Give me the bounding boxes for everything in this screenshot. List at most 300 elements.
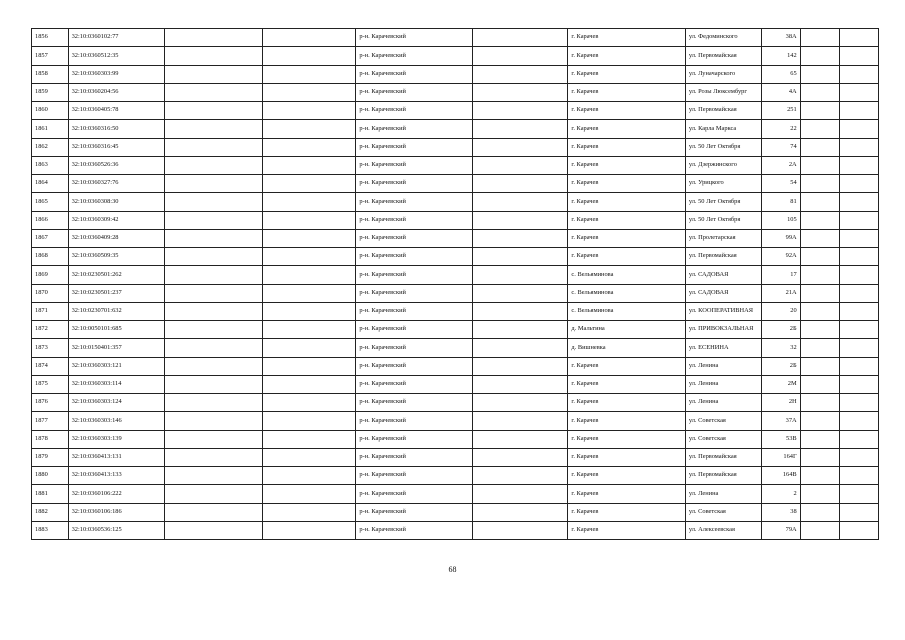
house-number-cell: 38 (761, 503, 800, 521)
district-cell: р-н. Карачевский (356, 138, 472, 156)
house-number-cell: 99А (761, 229, 800, 247)
empty-cell (800, 448, 839, 466)
empty-cell (164, 321, 262, 339)
locality-cell: г. Карачев (568, 357, 685, 375)
house-number-cell: 105 (761, 211, 800, 229)
street-cell: ул. ЕСЕНИНА (685, 339, 761, 357)
cadastral-number-cell: 32:10:0360409:28 (68, 229, 164, 247)
district-cell: р-н. Карачевский (356, 248, 472, 266)
row-number-cell: 1868 (32, 248, 69, 266)
table-row (32, 521, 879, 539)
empty-cell (800, 102, 839, 120)
locality-cell: г. Карачев (568, 138, 685, 156)
empty-cell (472, 321, 568, 339)
cadastral-number-cell: 32:10:0360102:77 (68, 29, 164, 47)
district-cell: р-н. Карачевский (356, 448, 472, 466)
empty-cell (472, 211, 568, 229)
empty-cell (800, 302, 839, 320)
row-number-cell: 1879 (32, 448, 69, 466)
table-row (32, 321, 879, 339)
street-cell: ул. Урицкого (685, 175, 761, 193)
cadastral-number-cell: 32:10:0360316:45 (68, 138, 164, 156)
house-number-cell: 21А (761, 284, 800, 302)
empty-cell (839, 448, 878, 466)
empty-cell (472, 138, 568, 156)
house-number-cell: 4А (761, 83, 800, 101)
locality-cell: г. Карачев (568, 29, 685, 47)
house-number-cell: 2 (761, 485, 800, 503)
street-cell: ул. Первомайская (685, 102, 761, 120)
street-cell: ул. Советская (685, 412, 761, 430)
district-cell: р-н. Карачевский (356, 394, 472, 412)
table-row (32, 284, 879, 302)
empty-cell (839, 266, 878, 284)
house-number-cell: 164В (761, 467, 800, 485)
locality-cell: г. Карачев (568, 83, 685, 101)
locality-cell: г. Карачев (568, 102, 685, 120)
table-row (32, 394, 879, 412)
table-row (32, 302, 879, 320)
street-cell: ул. Федоминского (685, 29, 761, 47)
district-cell: р-н. Карачевский (356, 302, 472, 320)
cadastral-number-cell: 32:10:0360303:99 (68, 65, 164, 83)
cadastral-number-cell: 32:10:0360327:76 (68, 175, 164, 193)
empty-cell (800, 229, 839, 247)
cadastral-number-cell: 32:10:0360526:36 (68, 156, 164, 174)
street-cell: ул. Ленина (685, 394, 761, 412)
empty-cell (839, 394, 878, 412)
locality-cell: с. Вельяминова (568, 266, 685, 284)
empty-cell (262, 339, 355, 357)
empty-cell (164, 138, 262, 156)
empty-cell (800, 65, 839, 83)
street-cell: ул. Ленина (685, 485, 761, 503)
street-cell: ул. Луначарского (685, 65, 761, 83)
street-cell: ул. Пролетарская (685, 229, 761, 247)
empty-cell (472, 29, 568, 47)
table-row (32, 357, 879, 375)
empty-cell (800, 521, 839, 539)
empty-cell (839, 521, 878, 539)
table-row (32, 485, 879, 503)
district-cell: р-н. Карачевский (356, 430, 472, 448)
row-number-cell: 1883 (32, 521, 69, 539)
empty-cell (164, 284, 262, 302)
empty-cell (164, 357, 262, 375)
cadastral-number-cell: 32:10:0150401:357 (68, 339, 164, 357)
house-number-cell: 22 (761, 120, 800, 138)
empty-cell (472, 229, 568, 247)
locality-cell: г. Карачев (568, 503, 685, 521)
cadastral-number-cell: 32:10:0360536:125 (68, 521, 164, 539)
empty-cell (839, 156, 878, 174)
table-row (32, 229, 879, 247)
house-number-cell: 2Н (761, 394, 800, 412)
table-row (32, 47, 879, 65)
house-number-cell: 251 (761, 102, 800, 120)
empty-cell (800, 284, 839, 302)
empty-cell (472, 467, 568, 485)
empty-cell (839, 284, 878, 302)
district-cell: р-н. Карачевский (356, 339, 472, 357)
empty-cell (262, 357, 355, 375)
empty-cell (839, 120, 878, 138)
empty-cell (839, 248, 878, 266)
locality-cell: с. Вельяминова (568, 302, 685, 320)
table-row (32, 448, 879, 466)
district-cell: р-н. Карачевский (356, 412, 472, 430)
row-number-cell: 1871 (32, 302, 69, 320)
empty-cell (839, 503, 878, 521)
empty-cell (164, 229, 262, 247)
empty-cell (800, 375, 839, 393)
row-number-cell: 1857 (32, 47, 69, 65)
empty-cell (262, 467, 355, 485)
empty-cell (164, 83, 262, 101)
row-number-cell: 1856 (32, 29, 69, 47)
locality-cell: г. Карачев (568, 120, 685, 138)
cadastral-number-cell: 32:10:0360106:222 (68, 485, 164, 503)
street-cell: ул. САДОВАЯ (685, 284, 761, 302)
empty-cell (164, 430, 262, 448)
table-row (32, 138, 879, 156)
street-cell: ул. 50 Лет Октября (685, 138, 761, 156)
house-number-cell: 2Б (761, 321, 800, 339)
district-cell: р-н. Карачевский (356, 521, 472, 539)
empty-cell (262, 284, 355, 302)
row-number-cell: 1861 (32, 120, 69, 138)
locality-cell: г. Карачев (568, 467, 685, 485)
row-number-cell: 1858 (32, 65, 69, 83)
empty-cell (164, 339, 262, 357)
empty-cell (800, 357, 839, 375)
table-row (32, 29, 879, 47)
empty-cell (262, 430, 355, 448)
house-number-cell: 32 (761, 339, 800, 357)
empty-cell (839, 83, 878, 101)
empty-cell (472, 47, 568, 65)
empty-cell (839, 430, 878, 448)
district-cell: р-н. Карачевский (356, 65, 472, 83)
row-number-cell: 1870 (32, 284, 69, 302)
table-row (32, 467, 879, 485)
house-number-cell: 20 (761, 302, 800, 320)
empty-cell (164, 302, 262, 320)
empty-cell (472, 430, 568, 448)
empty-cell (839, 65, 878, 83)
street-cell: ул. Карла Маркса (685, 120, 761, 138)
district-cell: р-н. Карачевский (356, 503, 472, 521)
row-number-cell: 1860 (32, 102, 69, 120)
page-number: 68 (448, 565, 457, 574)
row-number-cell: 1878 (32, 430, 69, 448)
row-number-cell: 1866 (32, 211, 69, 229)
row-number-cell: 1869 (32, 266, 69, 284)
locality-cell: д. Мальтина (568, 321, 685, 339)
cadastral-number-cell: 32:10:0360303:124 (68, 394, 164, 412)
cadastral-number-cell: 32:10:0360303:114 (68, 375, 164, 393)
street-cell: ул. Первомайская (685, 467, 761, 485)
cadastral-number-cell: 32:10:0230501:262 (68, 266, 164, 284)
empty-cell (800, 412, 839, 430)
cadastral-number-cell: 32:10:0360204:56 (68, 83, 164, 101)
district-cell: р-н. Карачевский (356, 375, 472, 393)
empty-cell (800, 83, 839, 101)
empty-cell (800, 467, 839, 485)
house-number-cell: 92А (761, 248, 800, 266)
cadastral-number-cell: 32:10:0360303:146 (68, 412, 164, 430)
empty-cell (262, 302, 355, 320)
empty-cell (800, 339, 839, 357)
house-number-cell: 164Г (761, 448, 800, 466)
empty-cell (800, 175, 839, 193)
locality-cell: г. Карачев (568, 193, 685, 211)
empty-cell (262, 521, 355, 539)
empty-cell (262, 83, 355, 101)
locality-cell: г. Карачев (568, 412, 685, 430)
cadastral-number-cell: 32:10:0360303:139 (68, 430, 164, 448)
empty-cell (262, 138, 355, 156)
district-cell: р-н. Карачевский (356, 175, 472, 193)
empty-cell (839, 211, 878, 229)
empty-cell (800, 394, 839, 412)
house-number-cell: 37А (761, 412, 800, 430)
street-cell: ул. Ленина (685, 375, 761, 393)
empty-cell (262, 102, 355, 120)
locality-cell: г. Карачев (568, 485, 685, 503)
locality-cell: с. Вельяминова (568, 284, 685, 302)
cadastral-number-cell: 32:10:0230501:237 (68, 284, 164, 302)
empty-cell (472, 65, 568, 83)
cadastral-number-cell: 32:10:0360106:186 (68, 503, 164, 521)
empty-cell (164, 175, 262, 193)
empty-cell (800, 120, 839, 138)
district-cell: р-н. Карачевский (356, 102, 472, 120)
empty-cell (472, 193, 568, 211)
row-number-cell: 1876 (32, 394, 69, 412)
row-number-cell: 1867 (32, 229, 69, 247)
street-cell: ул. Советская (685, 430, 761, 448)
empty-cell (472, 248, 568, 266)
empty-cell (839, 321, 878, 339)
cadastral-number-cell: 32:10:0230701:632 (68, 302, 164, 320)
cadastral-number-cell: 32:10:0360316:50 (68, 120, 164, 138)
empty-cell (800, 193, 839, 211)
empty-cell (262, 394, 355, 412)
row-number-cell: 1872 (32, 321, 69, 339)
empty-cell (164, 102, 262, 120)
district-cell: р-н. Карачевский (356, 357, 472, 375)
district-cell: р-н. Карачевский (356, 321, 472, 339)
empty-cell (164, 29, 262, 47)
empty-cell (839, 175, 878, 193)
district-cell: р-н. Карачевский (356, 485, 472, 503)
locality-cell: г. Карачев (568, 229, 685, 247)
empty-cell (472, 156, 568, 174)
empty-cell (164, 467, 262, 485)
house-number-cell: 81 (761, 193, 800, 211)
empty-cell (164, 412, 262, 430)
empty-cell (472, 284, 568, 302)
empty-cell (164, 65, 262, 83)
empty-cell (472, 175, 568, 193)
house-number-cell: 2М (761, 375, 800, 393)
cadastral-number-cell: 32:10:0360308:30 (68, 193, 164, 211)
street-cell: ул. Ленина (685, 357, 761, 375)
cadastral-number-cell: 32:10:0360413:131 (68, 448, 164, 466)
cadastral-number-cell: 32:10:0360413:133 (68, 467, 164, 485)
empty-cell (839, 29, 878, 47)
empty-cell (472, 339, 568, 357)
locality-cell: г. Карачев (568, 65, 685, 83)
empty-cell (164, 503, 262, 521)
empty-cell (839, 47, 878, 65)
row-number-cell: 1880 (32, 467, 69, 485)
empty-cell (839, 467, 878, 485)
empty-cell (262, 266, 355, 284)
house-number-cell: 74 (761, 138, 800, 156)
empty-cell (262, 47, 355, 65)
empty-cell (839, 485, 878, 503)
empty-cell (839, 412, 878, 430)
house-number-cell: 54 (761, 175, 800, 193)
empty-cell (839, 193, 878, 211)
district-cell: р-н. Карачевский (356, 120, 472, 138)
empty-cell (800, 47, 839, 65)
house-number-cell: 38А (761, 29, 800, 47)
empty-cell (472, 83, 568, 101)
empty-cell (472, 102, 568, 120)
empty-cell (164, 211, 262, 229)
empty-cell (262, 29, 355, 47)
empty-cell (839, 302, 878, 320)
empty-cell (262, 448, 355, 466)
street-cell: ул. Советская (685, 503, 761, 521)
locality-cell: г. Карачев (568, 521, 685, 539)
street-cell: ул. Первомайская (685, 448, 761, 466)
row-number-cell: 1865 (32, 193, 69, 211)
table-row (32, 156, 879, 174)
empty-cell (472, 120, 568, 138)
row-number-cell: 1877 (32, 412, 69, 430)
row-number-cell: 1873 (32, 339, 69, 357)
empty-cell (800, 138, 839, 156)
street-cell: ул. Первомайская (685, 248, 761, 266)
table-row (32, 120, 879, 138)
table-row (32, 339, 879, 357)
empty-cell (839, 138, 878, 156)
locality-cell: г. Карачев (568, 175, 685, 193)
district-cell: р-н. Карачевский (356, 284, 472, 302)
street-cell: ул. 50 Лет Октября (685, 211, 761, 229)
district-cell: р-н. Карачевский (356, 29, 472, 47)
empty-cell (262, 175, 355, 193)
empty-cell (164, 266, 262, 284)
cadastral-number-cell: 32:10:0360405:78 (68, 102, 164, 120)
table-row (32, 430, 879, 448)
table-row (32, 248, 879, 266)
empty-cell (262, 65, 355, 83)
empty-cell (164, 485, 262, 503)
empty-cell (472, 357, 568, 375)
empty-cell (164, 521, 262, 539)
house-number-cell: 2Б (761, 357, 800, 375)
locality-cell: г. Карачев (568, 448, 685, 466)
table-row (32, 65, 879, 83)
empty-cell (800, 430, 839, 448)
empty-cell (262, 211, 355, 229)
empty-cell (839, 375, 878, 393)
empty-cell (472, 266, 568, 284)
house-number-cell: 17 (761, 266, 800, 284)
table-row (32, 412, 879, 430)
locality-cell: г. Карачев (568, 248, 685, 266)
empty-cell (839, 102, 878, 120)
district-cell: р-н. Карачевский (356, 83, 472, 101)
empty-cell (262, 120, 355, 138)
empty-cell (164, 193, 262, 211)
empty-cell (262, 156, 355, 174)
empty-cell (262, 412, 355, 430)
registry-rows (32, 29, 879, 540)
empty-cell (472, 412, 568, 430)
empty-cell (164, 120, 262, 138)
house-number-cell: 2А (761, 156, 800, 174)
table-row (32, 266, 879, 284)
row-number-cell: 1882 (32, 503, 69, 521)
locality-cell: г. Карачев (568, 394, 685, 412)
table-row (32, 375, 879, 393)
empty-cell (800, 248, 839, 266)
empty-cell (472, 503, 568, 521)
row-number-cell: 1881 (32, 485, 69, 503)
street-cell: ул. ПРИВОКЗАЛЬНАЯ (685, 321, 761, 339)
empty-cell (164, 47, 262, 65)
locality-cell: г. Карачев (568, 211, 685, 229)
empty-cell (839, 339, 878, 357)
row-number-cell: 1859 (32, 83, 69, 101)
street-cell: ул. Алексеевская (685, 521, 761, 539)
locality-cell: д. Вишневка (568, 339, 685, 357)
street-cell: ул. КООПЕРАТИВНАЯ (685, 302, 761, 320)
empty-cell (800, 29, 839, 47)
table-row (32, 211, 879, 229)
house-number-cell: 65 (761, 65, 800, 83)
empty-cell (800, 266, 839, 284)
table-row (32, 503, 879, 521)
district-cell: р-н. Карачевский (356, 193, 472, 211)
house-number-cell: 142 (761, 47, 800, 65)
locality-cell: г. Карачев (568, 430, 685, 448)
locality-cell: г. Карачев (568, 375, 685, 393)
table-row (32, 193, 879, 211)
cadastral-number-cell: 32:10:0360512:35 (68, 47, 164, 65)
street-cell: ул. 50 Лет Октября (685, 193, 761, 211)
row-number-cell: 1863 (32, 156, 69, 174)
empty-cell (262, 321, 355, 339)
cadastral-number-cell: 32:10:0360303:121 (68, 357, 164, 375)
empty-cell (800, 485, 839, 503)
empty-cell (472, 521, 568, 539)
row-number-cell: 1874 (32, 357, 69, 375)
empty-cell (800, 156, 839, 174)
house-number-cell: 53В (761, 430, 800, 448)
district-cell: р-н. Карачевский (356, 266, 472, 284)
cadastral-number-cell: 32:10:0360309:42 (68, 211, 164, 229)
registry-table (31, 28, 879, 540)
empty-cell (262, 375, 355, 393)
street-cell: ул. САДОВАЯ (685, 266, 761, 284)
